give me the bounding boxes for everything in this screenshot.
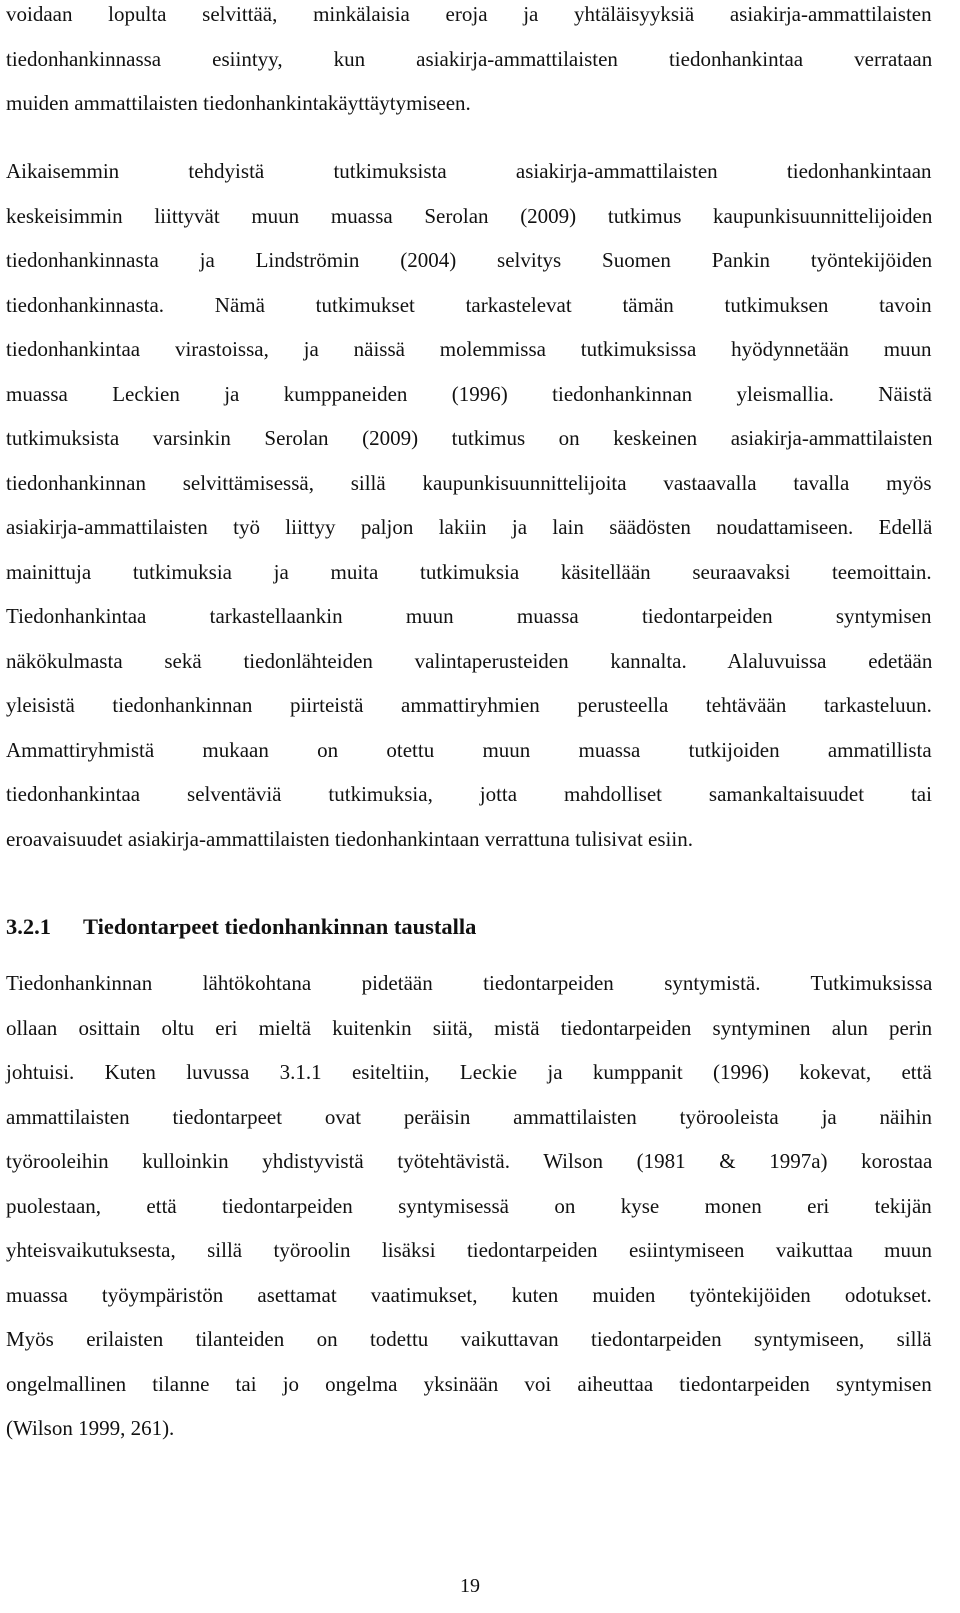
text-line: yleisistä tiedonhankinnan piirteistä ammattiryhmien perusteella tehtävään tarkasteluun. xyxy=(6,693,932,717)
section-heading xyxy=(6,905,476,949)
paragraph-intro-continuation xyxy=(6,0,932,126)
section-title: Tiedontarpeet tiedonhankinnan taustalla xyxy=(83,914,477,939)
text-line: yhteisvaikutuksesta, sillä työroolin lisäksi tiedontarpeiden esiintymiseen vaikuttaa muun xyxy=(6,1238,933,1262)
text-line: työrooleihin kulloinkin yhdistyvistä työtehtävistä. Wilson (1981 & 1997a) korostaa xyxy=(6,1149,933,1173)
text-line: puolestaan, että tiedontarpeiden syntymisessä on kyse monen eri tekijän xyxy=(6,1193,932,1218)
text-line: Aikaisemmin tehdyistä tutkimuksista asiakirja-ammattilaisten tiedonhankintaan xyxy=(6,159,932,183)
paragraph-information-needs xyxy=(6,961,932,1451)
text-line: tiedonhankinnassa esiintyy, kun asiakirja-ammattilaisten tiedonhankintaa verrataan xyxy=(6,46,933,71)
text-line: tiedonhankinnasta ja Lindströmin (2004) selvitys Suomen Pankin työntekijöiden xyxy=(6,248,933,272)
text-line: tiedonhankinnan selvittämisessä, sillä kaupunkisuunnittelijoita vastaavalla tavalla myös xyxy=(6,470,932,495)
text-line: muassa Leckien ja kumppaneiden (1996) tiedonhankinnan yleismallia. Näistä xyxy=(6,381,932,406)
text-line: ongelmallinen tilanne tai jo ongelma yksinään voi aiheuttaa tiedontarpeiden syntymisen xyxy=(6,1371,932,1396)
text-line: johtuisi. Kuten luvussa 3.1.1 esiteltiin, Leckie ja kumppanit (1996) kokevat, että xyxy=(6,1060,932,1084)
text-line: tutkimuksista varsinkin Serolan (2009) tutkimus on keskeinen asiakirja-ammattilaisten xyxy=(6,426,933,450)
text-line: tiedonhankintaa virastoissa, ja näissä molemmissa tutkimuksissa hyödynnetään muun xyxy=(6,337,932,361)
text-line: (Wilson 1999, 261). xyxy=(6,1416,175,1440)
text-line: ollaan osittain oltu eri mieltä kuitenkin siitä, mistä tiedontarpeiden syntyminen alun perin xyxy=(6,1015,933,1040)
text-line: eroavaisuudet asiakirja-ammattilaisten tiedonhankintaan verrattuna tulisivat esiin. xyxy=(6,826,693,851)
paragraph-previous-studies xyxy=(6,149,932,861)
text-line: asiakirja-ammattilaisten työ liittyy paljon lakiin ja lain säädösten noudattamiseen. Edellä xyxy=(6,515,933,539)
text-line: muassa työympäristön asettamat vaatimukset, kuten muiden työntekijöiden odotukset. xyxy=(6,1282,932,1307)
text-line: Tiedonhankintaa tarkastellaankin muun muassa tiedontarpeiden syntymisen xyxy=(6,604,932,628)
section-number: 3.2.1 xyxy=(6,914,51,939)
text-line: mainittuja tutkimuksia ja muita tutkimuksia käsitellään seuraavaksi teemoittain. xyxy=(6,559,932,584)
page-number: 19 xyxy=(460,1575,480,1597)
text-line: näkökulmasta sekä tiedonlähteiden valintaperusteiden kannalta. Alaluvuissa edetään xyxy=(6,648,933,673)
text-line: Tiedonhankinnan lähtökohtana pidetään tiedontarpeiden syntymistä. Tutkimuksissa xyxy=(6,971,933,995)
text-line: Myös erilaisten tilanteiden on todettu vaikuttavan tiedontarpeiden syntymiseen, sillä xyxy=(6,1327,932,1351)
text-line: ammattilaisten tiedontarpeet ovat peräisin ammattilaisten työrooleista ja näihin xyxy=(6,1104,933,1129)
text-line: tiedonhankintaa selventäviä tutkimuksia, jotta mahdolliset samankaltaisuudet tai xyxy=(6,782,932,806)
text-line: Ammattiryhmistä mukaan on otettu muun muassa tutkijoiden ammatillista xyxy=(6,737,932,762)
text-line: tiedonhankinnasta. Nämä tutkimukset tarkastelevat tämän tutkimuksen tavoin xyxy=(6,292,932,317)
text-line: voidaan lopulta selvittää, minkälaisia eroja ja yhtäläisyyksiä asiakirja-ammattilaisten xyxy=(6,2,932,26)
text-line: keskeisimmin liittyvät muun muassa Serolan (2009) tutkimus kaupunkisuunnittelijoiden xyxy=(6,203,933,228)
text-line: muiden ammattilaisten tiedonhankintakäyttäytymiseen. xyxy=(6,91,471,115)
